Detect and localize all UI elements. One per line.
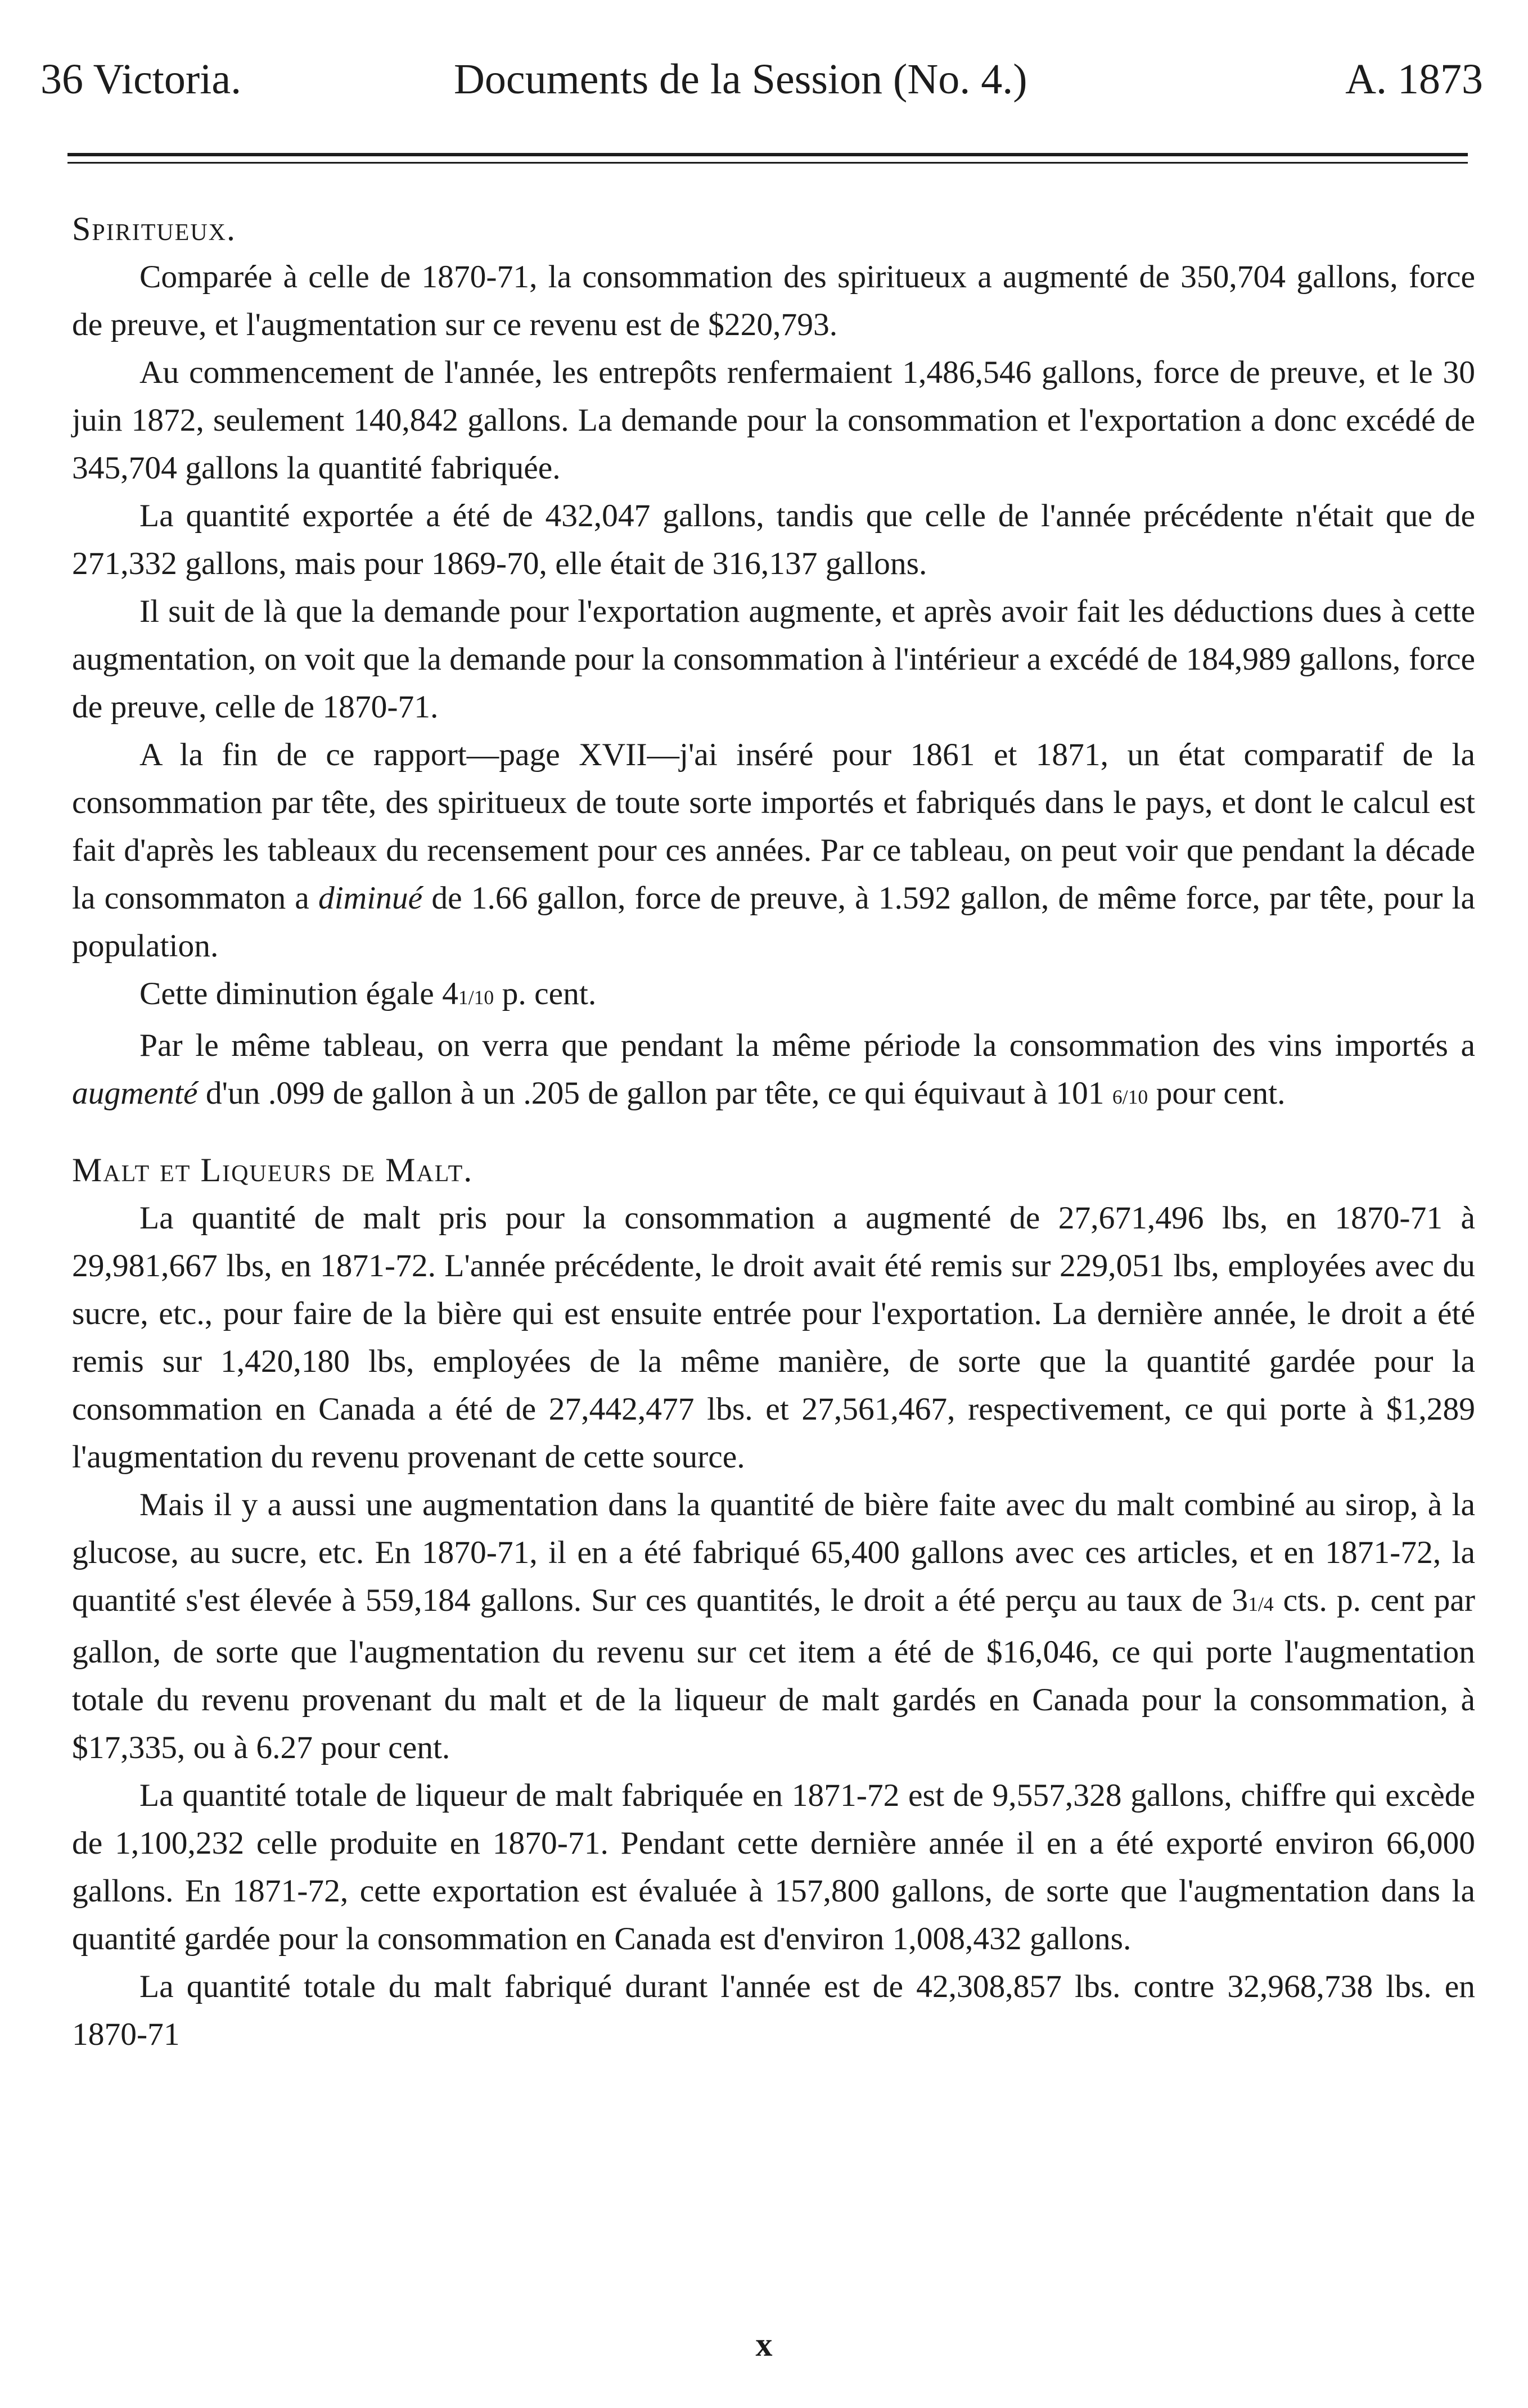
paragraph-text: cts. p. cent par gallon, de sorte que l'augmentation du revenu sur cet item a été de $16,046, ce qui porte l'augmentation totale du revenu provenant du malt et de la liqueur de malt gardés en Canada pour la consommation, à $17,335, ou à 6.27 pour cent. [72,1583,1476,1765]
paragraph-text: Mais il y a aussi une augmentation dans la quantité de bière faite avec du malt combiné au sirop, à la glucose, au sucre, etc. En 1870-71, il en a été fabriqué 65,400 gallons avec ces articles, et en 1871-72, la quantité s'est élevée à 559,184 gallons. Sur ces quantités, le droit a été perçu au taux de 3 [72,1487,1475,1618]
paragraph [72,731,1475,970]
header-rule-thick [67,153,1468,156]
paragraph: La quantité exportée a été de 432,047 gallons, tandis que celle de l'année précédente n'était que de 271,332 gallons, mais pour 1869-70, elle était de 316,137 gallons. [72,498,1475,581]
emphasis-text: augmenté [72,1076,198,1111]
paragraph: La quantité totale du malt fabriqué durant l'année est de 42,308,857 lbs. contre 32,968,738 lbs. en 1870-71 [72,1969,1475,2052]
paragraph-text: d'un .099 de gallon à un .205 de gallon par tête, ce qui équivaut à 101 [205,1076,1105,1111]
paragraph-text: Cette diminution égale 4 [139,976,458,1011]
paragraph [72,1022,1475,1121]
paragraph: Au commencement de l'année, les entrepôts renfermaient 1,486,546 gallons, force de preuve, et le 30 juin 1872, seulement 140,842 gallons. La demande pour la consommation et l'exportation a donc excédé de 345,704 gallons la quantité fabriquée. [72,355,1475,486]
header-year: A. 1873 [1345,56,1483,103]
paragraph-text: de 1.66 gallon, force de preuve, à 1.592 gallon, de même force, par tête, pour la population. [72,880,1475,964]
paragraph: Il suit de là que la demande pour l'exportation augmente, et après avoir fait les déductions dues à cette augmentation, on voit que la demande pour la consommation à l'intérieur a excédé de 184,989 gallons, force de preuve, celle de 1870-71. [72,594,1475,725]
fraction: 1/10 [458,986,494,1009]
paragraph: La quantité totale de liqueur de malt fabriquée en 1871-72 est de 9,557,328 gallons, chiffre qui excède de 1,100,232 celle produite en 1870-71. Pendant cette dernière année il en a été exporté environ 66,000 gallons. En 1871-72, cette exportation est évaluée à 157,800 gallons, de sorte que l'augmentation dans la quantité gardée pour la consommation en Canada est d'environ 1,008,432 gallons. [72,1778,1475,1957]
header-title: Documents de la Session (No. 4.) [454,56,1027,103]
paragraph [72,1481,1475,1772]
fraction: 1/4 [1248,1593,1274,1615]
paragraph: Comparée à celle de 1870-71, la consommation des spiritueux a augmenté de 350,704 gallons, force de preuve, et l'augmentation sur ce revenu est de $220,793. [72,259,1475,342]
page-number: x [755,2326,773,2363]
page-header [40,48,1483,110]
paragraph-text: pour cent. [1156,1076,1286,1111]
section-heading-spiritueux: Spiritueux. [72,210,237,247]
fraction: 6/10 [1112,1086,1148,1108]
paragraph [72,970,1475,1022]
section-heading-malt: Malt et Liqueurs de Malt. [72,1151,474,1189]
emphasis-text: diminué [318,880,423,916]
paragraph: La quantité de malt pris pour la consommation a augmenté de 27,671,496 lbs, en 1870-71 à 29,981,667 lbs, en 1871-72. L'année précédente, le droit avait été remis sur 229,051 lbs, employées avec du sucre, etc., pour faire de la bière qui est ensuite entrée pour l'exportation. La dernière année, le droit a été remis sur 1,420,180 lbs, employées de la même manière, de sorte que la quantité gardée pour la consommation en Canada a été de 27,442,477 lbs. et 27,561,467, respectivement, ce qui porte à $1,289 l'augmentation du revenu provenant de cette source. [72,1200,1475,1475]
paragraph-text: p. cent. [502,976,597,1011]
paragraph-text: A la fin de ce rapport—page XVII—j'ai inséré pour 1861 et 1871, un état comparatif de la consommation par tête, des spiritueux de toute sorte importés et fabriqués dans le pays, et dont le calcul est fait d'après les tableaux du recensement pour ces années. Par ce tableau, on peut voir que pendant la décade la consommaton a [72,737,1475,916]
paragraph-text: Par le même tableau, on verra que pendant la même période la consommation des vins importés a [139,1028,1475,1063]
document-body [72,205,1475,2058]
header-session: 36 Victoria. [40,56,242,103]
header-rule-thin [67,162,1468,164]
